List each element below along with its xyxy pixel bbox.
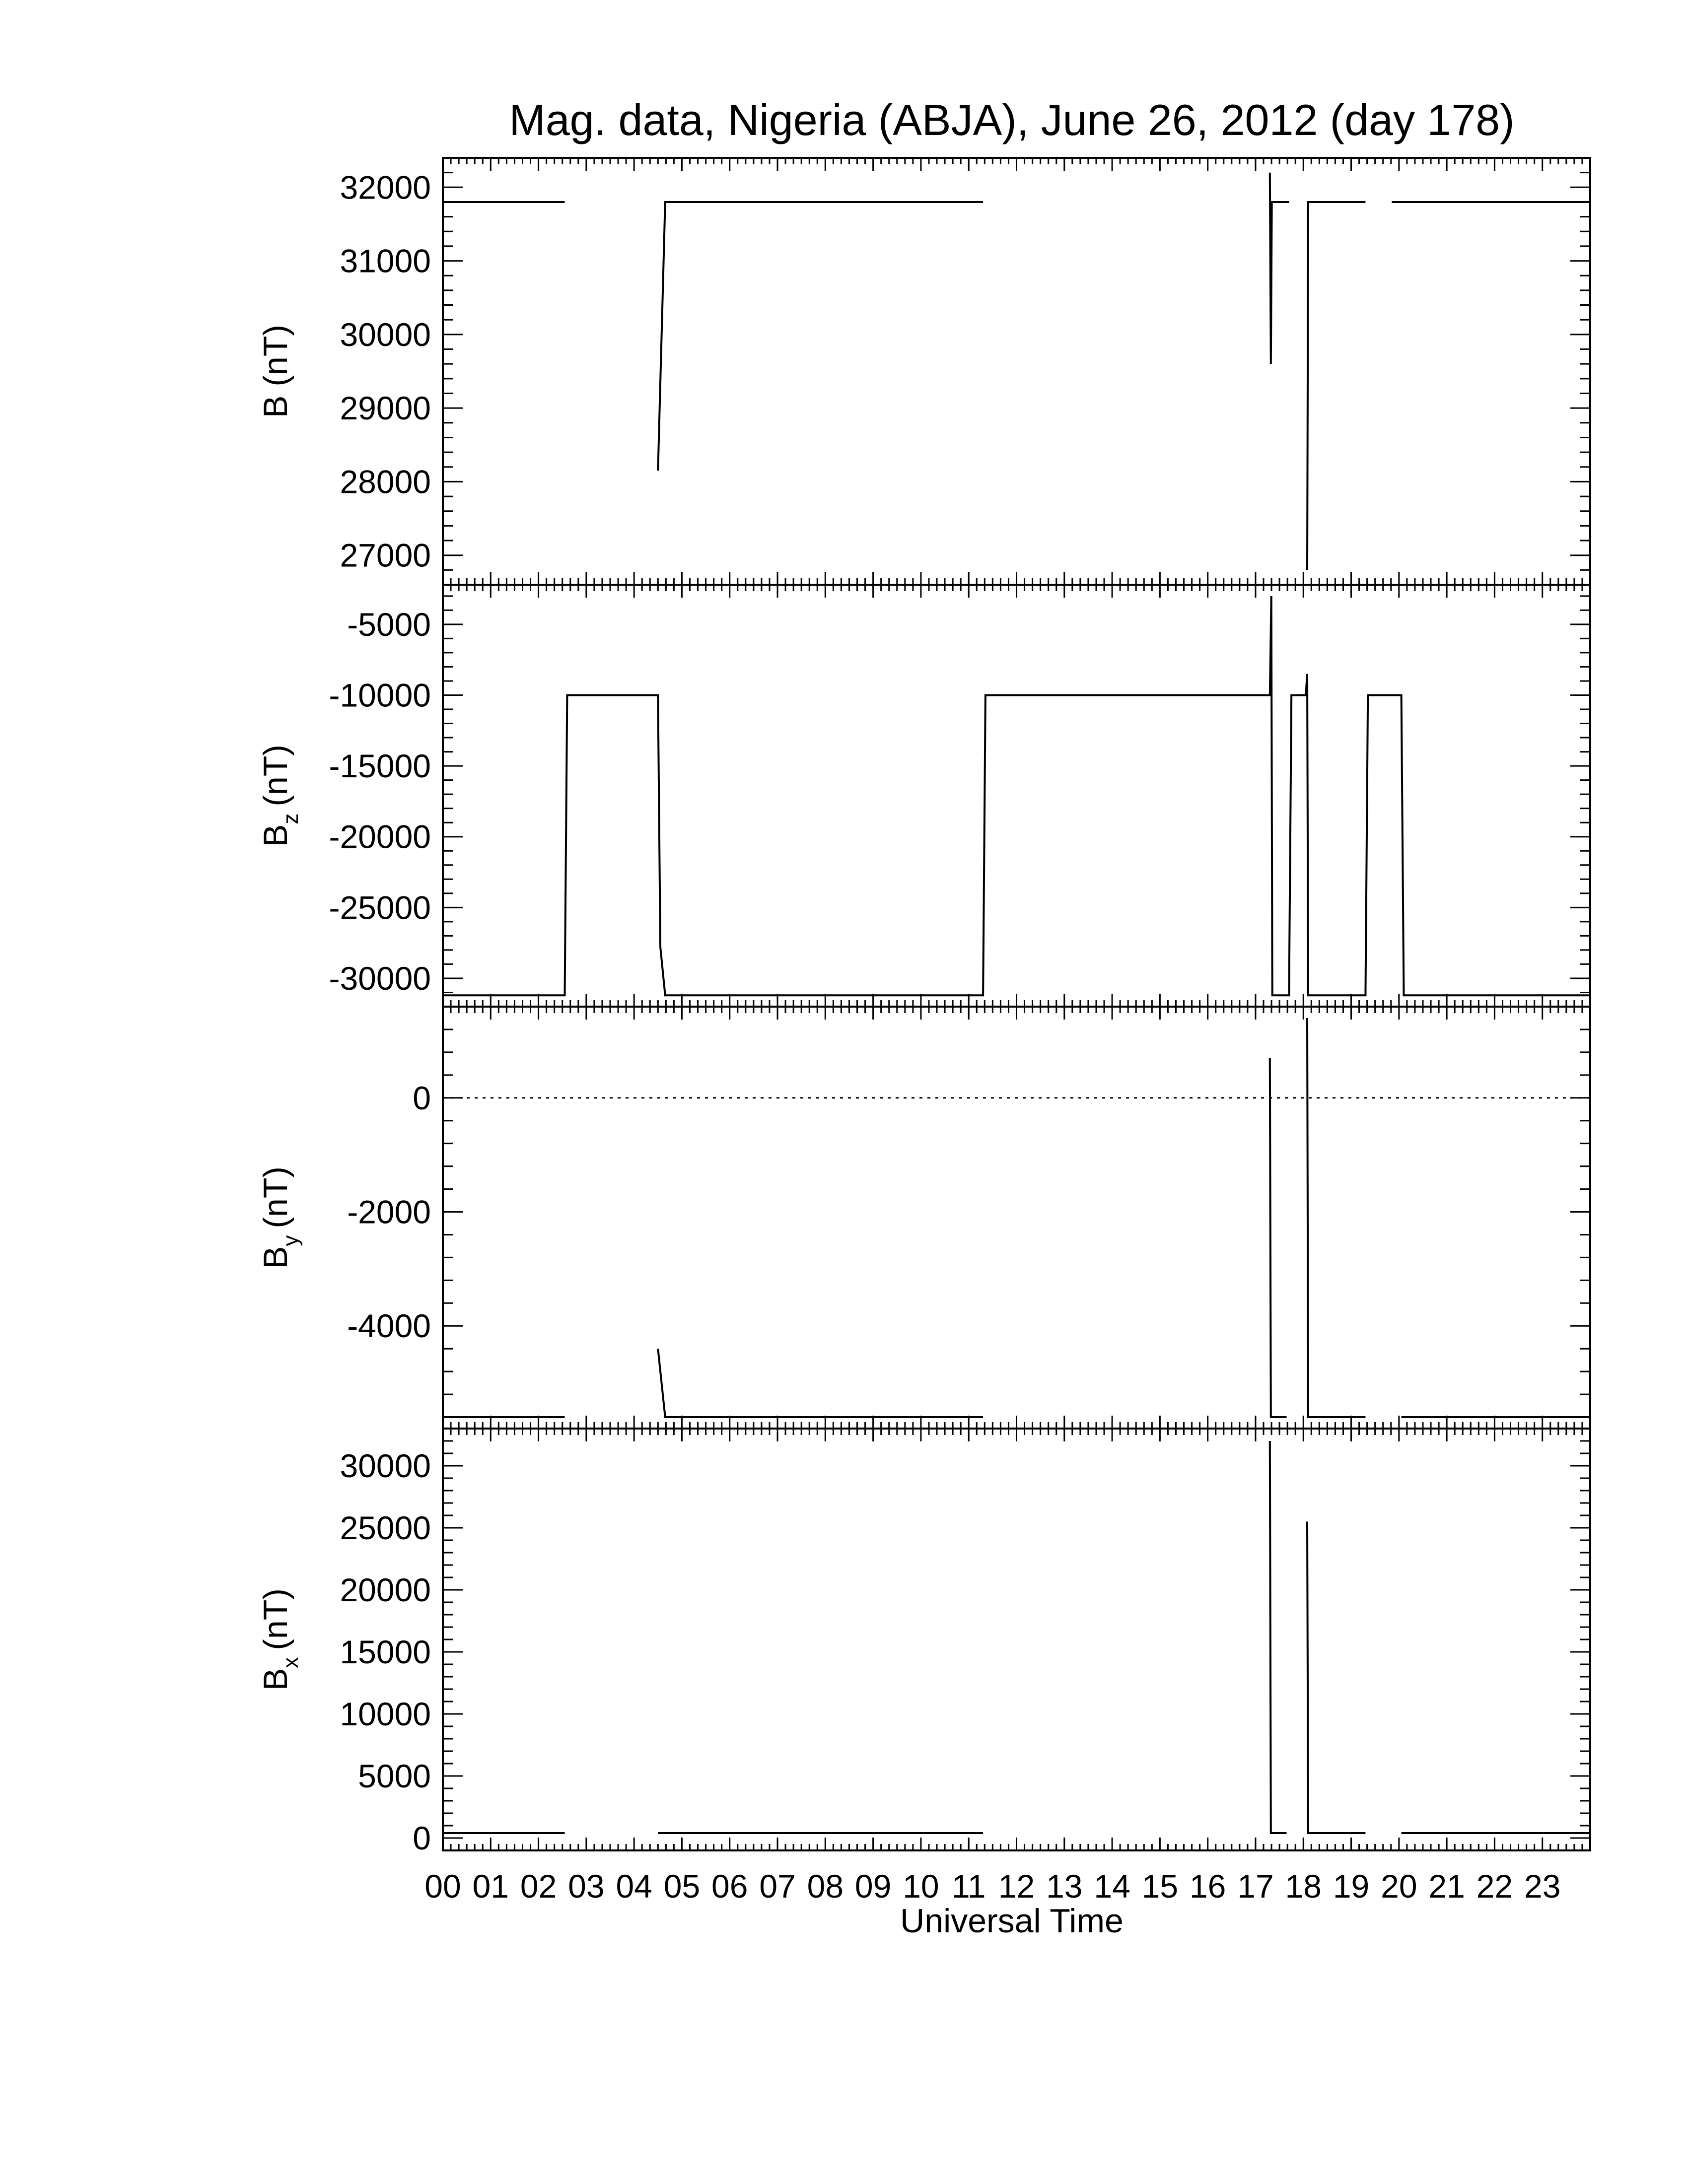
y-axis-label-subscript: y [279,1235,303,1246]
y-tick-label: -25000 [329,889,431,926]
y-tick-label: 0 [413,1079,431,1116]
y-tick-label: 0 [413,1820,431,1856]
x-tick-label: 15 [1141,1868,1179,1905]
y-axis-label-main: B [257,1668,294,1691]
x-tick-label: 06 [711,1868,748,1905]
y-tick-label: 30000 [340,1447,431,1484]
x-tick-label: 16 [1189,1868,1226,1905]
y-tick-label: -2000 [347,1193,431,1230]
y-tick-label: -30000 [329,959,431,997]
y-axis-label-main: B [257,395,294,418]
y-axis-label-subscript: x [279,1657,303,1668]
y-axis-label-subscript: z [279,813,303,824]
x-tick-label: 19 [1333,1868,1370,1905]
y-tick-label: -10000 [329,677,431,714]
y-tick-label: 15000 [340,1634,431,1670]
x-tick-label: 18 [1285,1868,1322,1905]
x-tick-label: 01 [472,1868,509,1905]
y-tick-label: -4000 [347,1307,431,1345]
y-tick-label: 29000 [340,390,431,427]
y-axis-label [257,325,294,418]
x-tick-label: 08 [807,1868,844,1905]
y-tick-label: -15000 [329,748,431,785]
y-tick-label: 27000 [340,537,431,574]
x-tick-label: 23 [1524,1868,1561,1905]
x-tick-label: 00 [424,1868,461,1905]
y-tick-label: -5000 [347,606,431,643]
y-tick-label: 10000 [340,1696,431,1732]
x-tick-label: 22 [1476,1868,1513,1905]
x-tick-label: 04 [616,1868,652,1905]
x-tick-label: 12 [998,1868,1035,1905]
x-tick-label: 10 [903,1868,939,1905]
x-tick-label: 14 [1094,1868,1130,1905]
x-tick-label: 09 [854,1868,892,1905]
y-axis-label-unit: (nT) [257,324,294,387]
y-tick-label: 31000 [340,242,431,279]
x-tick-label: 05 [663,1868,701,1905]
y-tick-label: 20000 [340,1571,431,1608]
y-tick-label: 30000 [340,316,431,353]
x-tick-label: 07 [759,1868,796,1905]
x-tick-label: 20 [1381,1868,1417,1905]
y-tick-label: 32000 [340,169,431,206]
y-tick-label: -20000 [329,818,431,855]
x-axis-label: Universal Time [900,1902,1124,1940]
x-tick-label: 03 [568,1868,605,1905]
chart-title: Mag. data, Nigeria (ABJA), June 26, 2012 (day 178) [509,95,1515,144]
y-axis-label-main: B [257,824,294,847]
y-axis-label-unit: (nT) [257,1166,294,1228]
y-tick-label: 28000 [340,463,431,500]
y-axis-label-main: B [257,1246,294,1269]
x-tick-label: 13 [1046,1868,1083,1905]
y-tick-label: 25000 [340,1509,431,1546]
x-tick-label: 17 [1237,1868,1274,1905]
x-tick-label: 21 [1428,1868,1465,1905]
x-tick-label: 11 [951,1868,986,1905]
y-tick-label: 5000 [358,1758,431,1794]
y-axis-label-unit: (nT) [257,1588,294,1650]
y-axis-label-unit: (nT) [257,744,294,807]
x-tick-label: 02 [520,1868,557,1905]
